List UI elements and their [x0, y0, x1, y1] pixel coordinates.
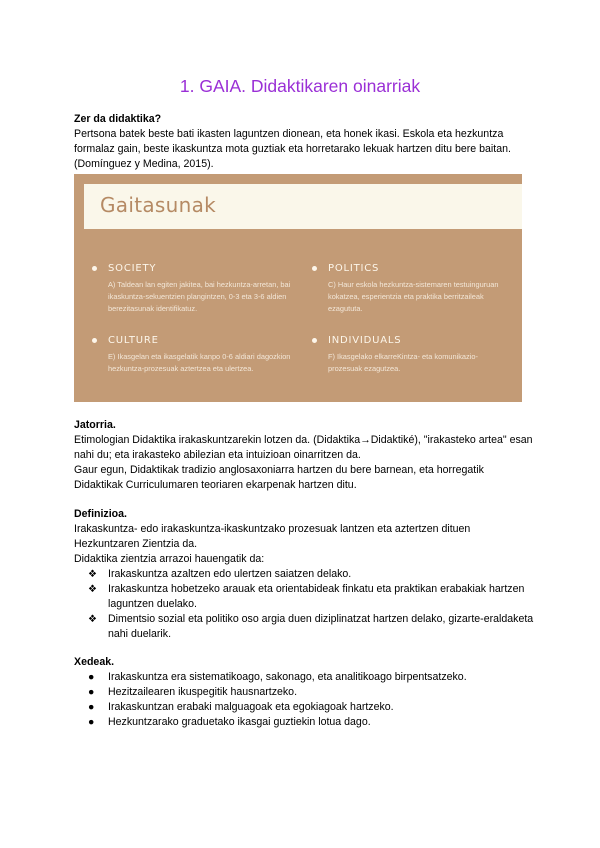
- section-what-is-didactics: [74, 112, 534, 172]
- section-heading: Xedeak.: [74, 656, 115, 668]
- list-item-text: Hezkuntzarako graduetako ikasgai guztiekin lotua dago.: [108, 716, 371, 728]
- list-item-text: Dimentsio sozial eta politiko oso argia duen diziplinatzat hartzen delako, gizarte-eraldaketa nahi duelarik.: [108, 613, 534, 640]
- category-politics: [312, 262, 512, 315]
- category-name: POLITICS: [312, 262, 512, 276]
- banner-title: Gaitasunak: [100, 193, 217, 217]
- page-title: 1. GAIA. Didaktikaren oinarriak: [179, 76, 421, 96]
- section-origin: [74, 418, 534, 493]
- reason-list: [74, 567, 534, 642]
- list-item: [74, 700, 534, 715]
- category-desc: C) Haur eskola hezkuntza-sistemaren testuinguruan kokatzea, esperientzia eta praktika berritzaileak ezagututa.: [328, 280, 499, 313]
- category-society: [92, 262, 292, 315]
- category-individuals: [312, 334, 512, 375]
- list-item-text: Irakaskuntza azaltzen edo ulertzen saiatzen delako.: [108, 568, 352, 580]
- section-paragraph: Etimologian Didaktika irakaskuntzarekin lotzen da. (Didaktika→Didaktiké), "irakasteko artea" esan nahi du; eta irakasteko abilezian eta intuizioan oinarritzen da.: [74, 434, 533, 461]
- list-item: [74, 567, 534, 582]
- section-heading: Zer da didaktika?: [74, 113, 162, 125]
- category-name: CULTURE: [92, 334, 292, 348]
- list-item: [74, 685, 534, 700]
- section-goals: [74, 655, 534, 730]
- image-banner: [84, 184, 522, 229]
- list-item-text: Irakaskuntza hobetzeko arauak eta orientabideak finkatu eta praktikan erabakiak hartzen laguntzen duelako.: [108, 583, 525, 610]
- dot-bullet-icon: ●: [88, 701, 95, 713]
- category-desc: F) Ikasgelako elkarreKintza- eta komunikazio-prozesuak ezagutzea.: [328, 352, 478, 373]
- diamond-bullet-icon: ❖: [88, 584, 97, 595]
- diamond-bullet-icon: ❖: [88, 614, 97, 625]
- list-item-text: Hezitzailearen ikuspegitik hausnartzeko.: [108, 686, 298, 698]
- section-text: Pertsona batek beste bati ikasten laguntzen dionean, eta honek ikasi. Eskola eta hezkuntza formalaz gain, beste ikaskuntza mota guztiak eta horretarako lekuak hartzen ditu bere baitan. (Domínguez y Medina, 2015).: [74, 128, 511, 170]
- goal-list: [74, 670, 534, 730]
- list-item-text: Irakaskuntza era sistematikoago, sakonago, eta analitikoago birpentsatzeko.: [108, 671, 467, 683]
- list-item: [74, 670, 534, 685]
- category-culture: [92, 334, 292, 375]
- section-paragraph: Didaktika zientzia arrazoi hauengatik da:: [74, 553, 265, 565]
- dot-bullet-icon: ●: [88, 716, 95, 728]
- section-paragraph: Gaur egun, Didaktikak tradizio anglosaxoniarra hartzen du bere barnean, eta horregatik Didaktikak Curriculumaren teoriaren ekarpenak hartzen ditu.: [74, 464, 484, 491]
- section-heading: Definizioa.: [74, 508, 127, 520]
- section-paragraph: Irakaskuntza- edo irakaskuntza-ikaskuntzako prozesuak lantzen eta aztertzen dituen Hezkuntzaren Zientzia da.: [74, 523, 471, 550]
- list-item: [74, 582, 534, 612]
- section-heading: Jatorria.: [74, 419, 116, 431]
- dot-bullet-icon: ●: [88, 671, 95, 683]
- category-desc: E) Ikasgelan eta ikasgelatik kanpo 0-6 aldiari dagozkion hezkuntza-prozesuak aztertzea eta ulertzea.: [108, 352, 291, 373]
- list-item: [74, 612, 534, 642]
- category-name: SOCIETY: [92, 262, 292, 276]
- category-name: INDIVIDUALS: [312, 334, 512, 348]
- diamond-bullet-icon: ❖: [88, 569, 97, 580]
- list-item: [74, 715, 534, 730]
- category-desc: A) Taldean lan egiten jakitea, bai hezkuntza-arretan, bai ikaskuntza-sekuentzien plangintzen, 0-3 eta 3-6 aldien berezitasunak identifikatuz.: [108, 280, 291, 313]
- section-definition: [74, 507, 534, 642]
- dot-bullet-icon: ●: [88, 686, 95, 698]
- competencies-image: [74, 174, 522, 402]
- list-item-text: Irakaskuntzan erabaki malguagoak eta egokiagoak hartzeko.: [108, 701, 394, 713]
